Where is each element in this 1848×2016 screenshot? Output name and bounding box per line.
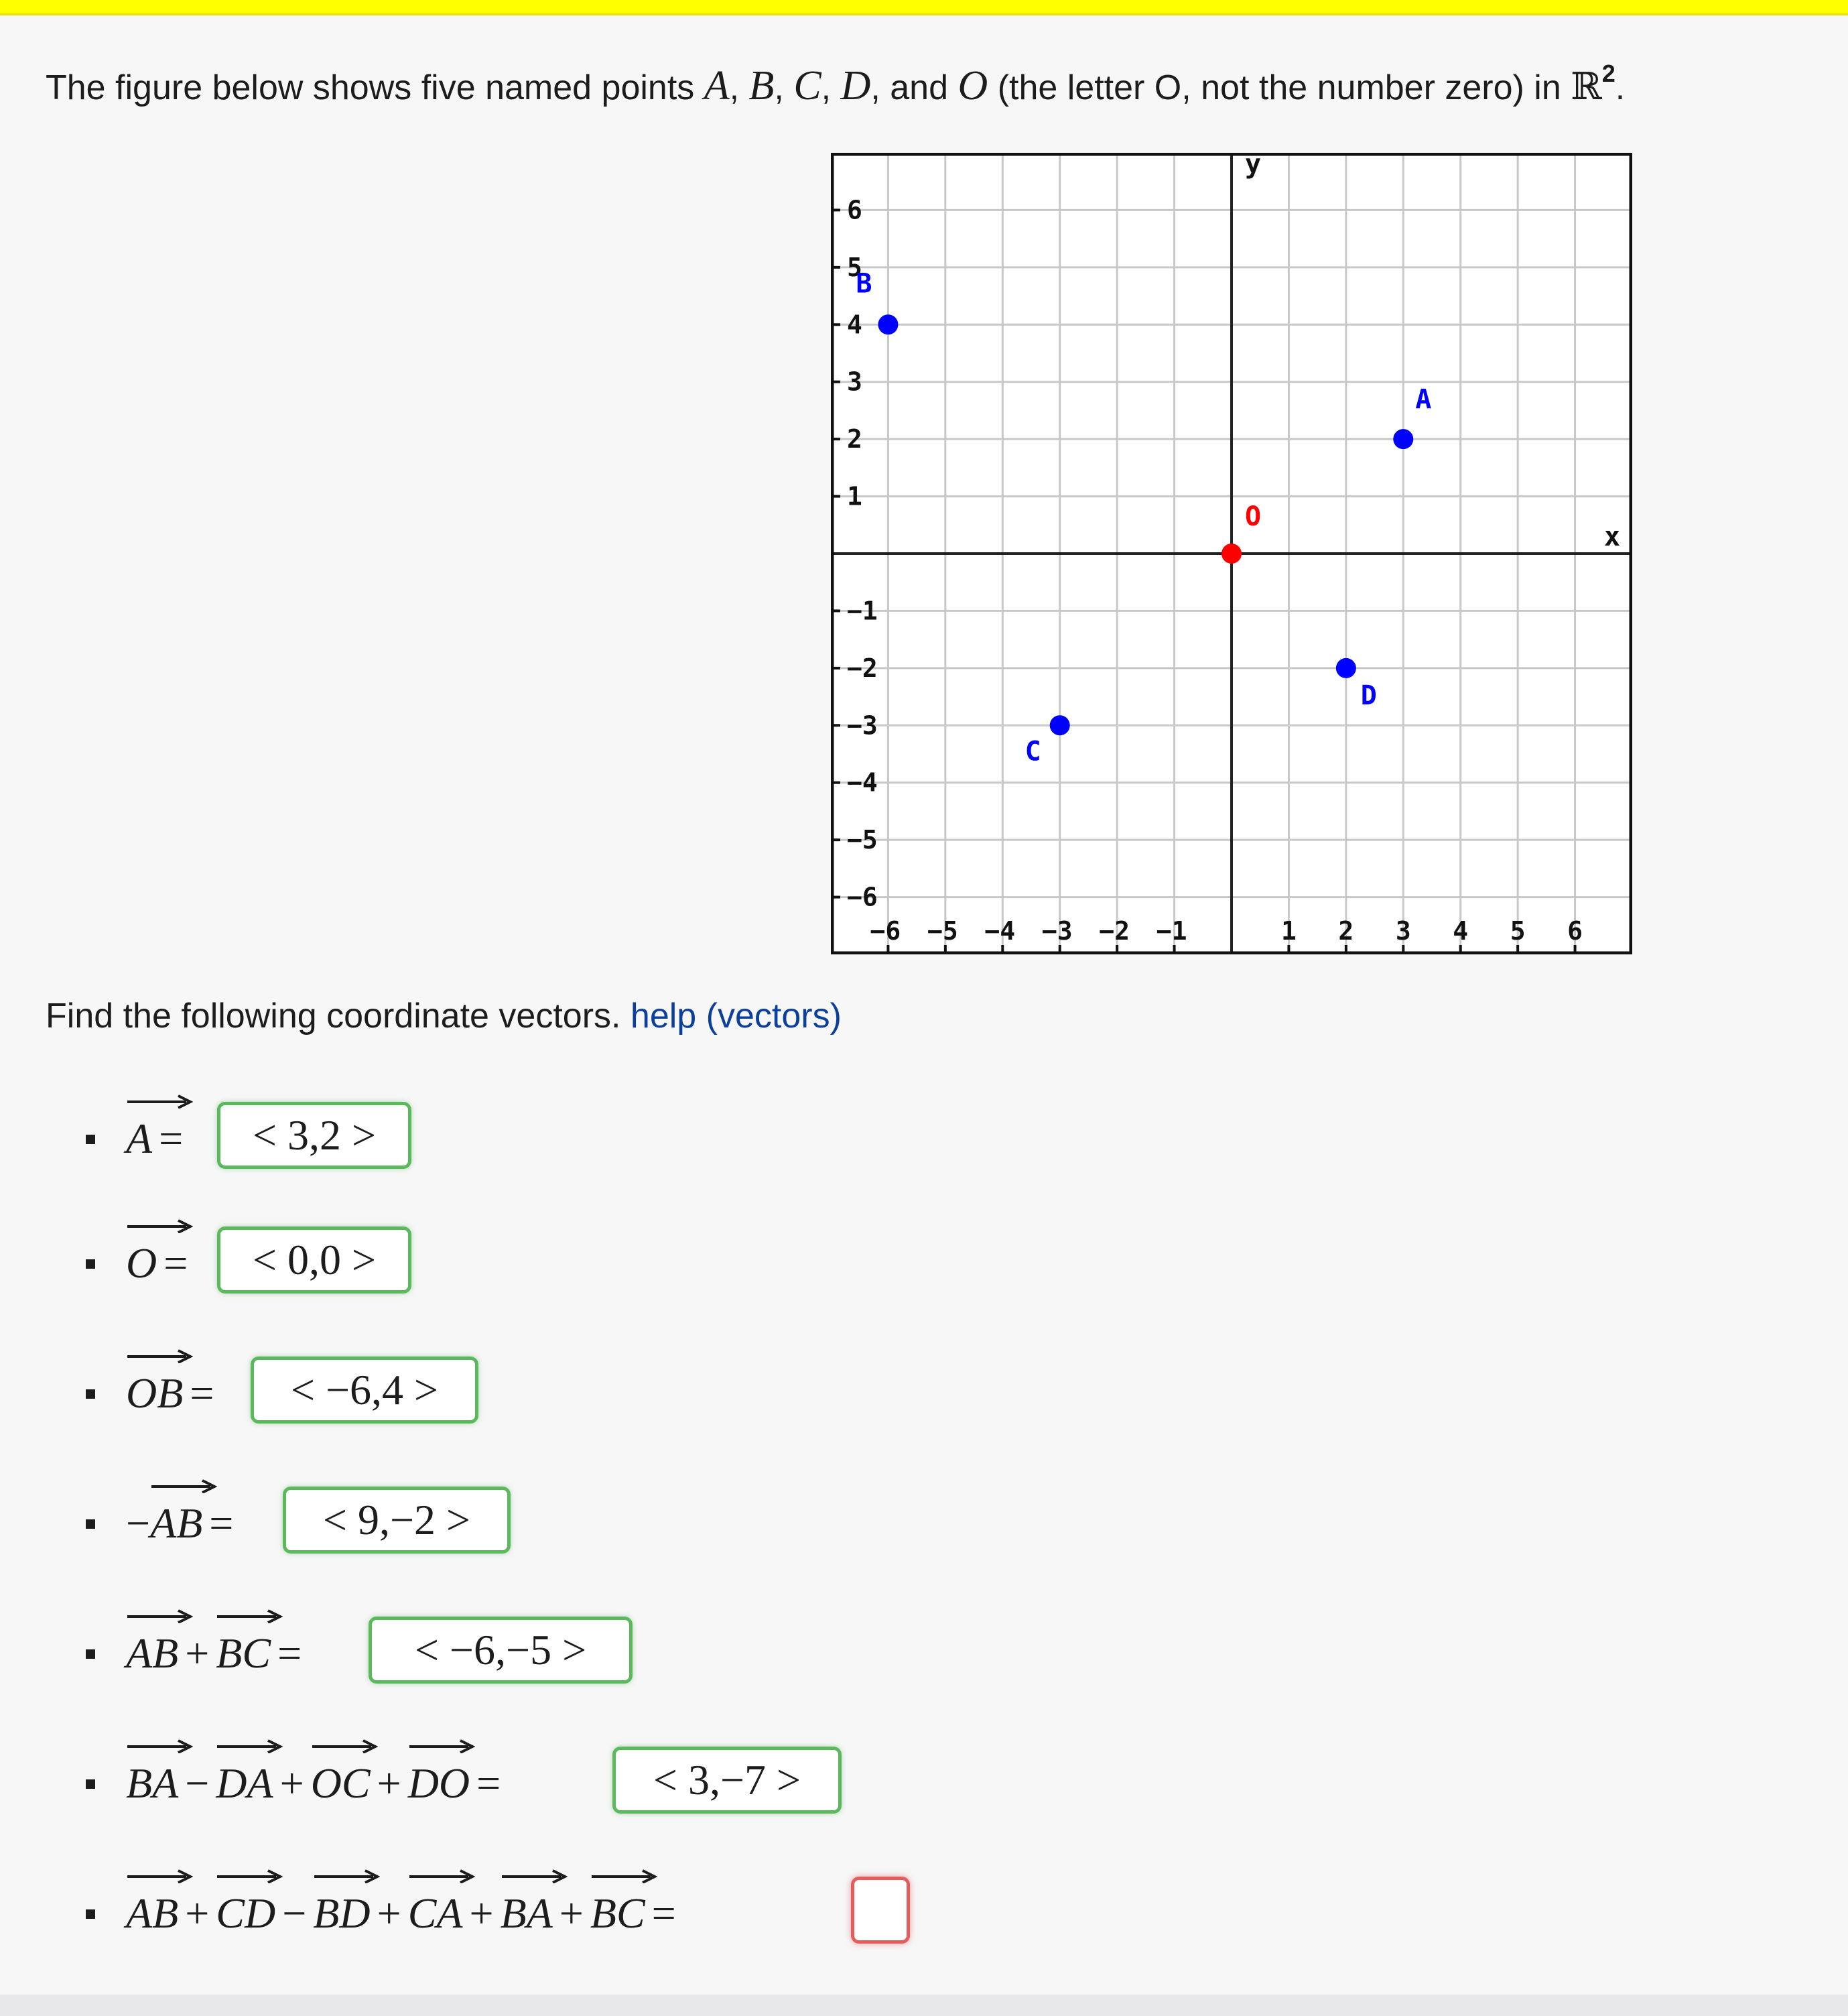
y-tick-label: −5 [847, 825, 878, 855]
x-tick-label: −5 [927, 916, 958, 946]
y-tick-label: 2 [847, 424, 862, 454]
point-d [1336, 658, 1356, 678]
var-a: A [704, 63, 730, 109]
x-tick-label: 6 [1567, 916, 1583, 946]
y-tick-label: 4 [847, 310, 862, 340]
y-tick-label: 3 [847, 367, 862, 397]
y-axis-label: y [1244, 153, 1262, 180]
point-label-b: B [856, 268, 872, 300]
x-tick-label: −1 [1156, 916, 1187, 946]
vector-ca [408, 1889, 463, 1938]
vector-label: OB [126, 1369, 184, 1417]
answer-box-5[interactable]: < −6,−5 > [369, 1617, 633, 1684]
vector-do [408, 1759, 470, 1808]
question-1 [86, 1102, 1091, 1182]
question-3 [86, 1357, 1091, 1437]
question-4 [86, 1487, 1091, 1567]
vector-ab [126, 1629, 178, 1678]
y-tick-label: 1 [847, 481, 862, 511]
equals-sign: = [277, 1629, 302, 1677]
x-axis-label: x [1603, 521, 1621, 552]
vector-arrow-icon [501, 1869, 568, 1883]
vector-arrow-icon [216, 1609, 283, 1623]
vector-arrow-icon [216, 1869, 283, 1883]
y-tick-label: −3 [847, 710, 878, 741]
y-tick-label: −1 [847, 596, 878, 626]
bullet [86, 1389, 95, 1399]
bullet [86, 1135, 95, 1144]
question-expression [126, 1629, 308, 1678]
vector-ab [126, 1889, 178, 1938]
answer-box-2[interactable]: < 0,0 > [217, 1226, 411, 1294]
y-tick-label: −6 [847, 882, 878, 912]
var-b: B [748, 63, 775, 109]
point-label-d: D [1360, 680, 1377, 711]
vector-arrow-icon [126, 1739, 193, 1753]
sep: , [774, 68, 794, 107]
vector-label: OC [310, 1759, 371, 1807]
answer-box-7[interactable] [851, 1877, 910, 1944]
vector-cd [216, 1889, 275, 1938]
x-tick-label: 5 [1510, 916, 1526, 946]
help-vectors-link[interactable]: help (vectors) [630, 997, 842, 1035]
vector-bc [590, 1889, 645, 1938]
vector-label: BC [590, 1889, 645, 1937]
vector-arrow-icon [313, 1869, 380, 1883]
period: . [1615, 68, 1626, 107]
graph-svg [831, 153, 1632, 954]
x-tick-label: −4 [984, 916, 1016, 946]
vector-arrow-icon [150, 1478, 217, 1493]
equals-sign: = [190, 1369, 214, 1417]
top-status-bar [0, 0, 1848, 15]
question-expression [126, 1239, 194, 1288]
plus-sign: + [185, 1629, 210, 1677]
plus-sign: + [377, 1759, 401, 1807]
question-expression [126, 1889, 683, 1938]
question-6 [86, 1747, 1091, 1827]
vector-label: CA [407, 1889, 463, 1937]
minus-sign: − [282, 1889, 307, 1937]
sep: , and [870, 68, 958, 107]
vector-label: AB [150, 1499, 203, 1547]
equals-sign: = [159, 1115, 184, 1162]
equals-sign: = [651, 1889, 676, 1937]
x-tick-label: 1 [1280, 916, 1297, 946]
minus-sign: − [185, 1759, 210, 1807]
x-tick-label: 3 [1395, 916, 1411, 946]
real-space-symbol: ℝ [1571, 65, 1602, 109]
vector-ob [126, 1369, 183, 1418]
problem-statement [46, 60, 1626, 109]
point-c [1050, 715, 1070, 735]
y-tick-label: 5 [847, 252, 862, 282]
vector-oc [311, 1759, 371, 1808]
vector-arrow-icon [590, 1869, 657, 1883]
plus-sign: + [469, 1889, 494, 1937]
answer-box-6[interactable]: < 3,−7 > [612, 1747, 842, 1814]
vector-label: DA [216, 1759, 273, 1807]
point-o [1222, 544, 1242, 564]
vector-label: A [126, 1115, 153, 1162]
plus-sign: + [279, 1759, 304, 1807]
y-tick-label: 6 [847, 195, 862, 225]
vector-label: BA [500, 1889, 553, 1937]
question-5 [86, 1617, 1091, 1697]
x-tick-label: −2 [1099, 916, 1130, 946]
vector-label: O [126, 1239, 157, 1287]
x-tick-label: −6 [870, 916, 901, 946]
equals-sign: = [476, 1759, 501, 1807]
vector-label: BC [216, 1629, 271, 1677]
y-tick-label: −4 [847, 767, 878, 798]
vector-arrow-icon [408, 1739, 475, 1753]
var-c: C [793, 63, 821, 109]
point-label-c: C [1025, 736, 1041, 767]
answer-box-1[interactable]: < 3,2 > [217, 1102, 411, 1169]
coordinate-graph [831, 153, 1632, 954]
vector-label: BA [126, 1759, 179, 1807]
var-o: O [958, 63, 988, 109]
vector-arrow-icon [126, 1869, 193, 1883]
vector-da [216, 1759, 273, 1808]
bullet [86, 1779, 95, 1789]
vector-ba [501, 1889, 553, 1938]
bullet [86, 1259, 95, 1269]
x-tick-label: −3 [1041, 916, 1073, 946]
vector-ab [150, 1499, 202, 1548]
point-b [878, 314, 898, 334]
plus-sign: + [377, 1889, 401, 1937]
vector-arrow-icon [408, 1869, 475, 1883]
vector-arrow-icon [216, 1739, 283, 1753]
vector-ba [126, 1759, 178, 1808]
point-label-a: A [1415, 384, 1432, 416]
vector-label: AB [126, 1889, 179, 1937]
instructions [46, 995, 842, 1037]
sep: , [729, 68, 749, 107]
vector-label: DO [407, 1759, 470, 1807]
bottom-bar [0, 1995, 1848, 2016]
vector-bd [313, 1889, 370, 1938]
vector-a [126, 1114, 152, 1163]
answer-box-4[interactable]: < 9,−2 > [283, 1487, 511, 1554]
question-expression [126, 1759, 507, 1808]
vector-o [126, 1239, 157, 1288]
x-tick-label: 2 [1338, 916, 1354, 946]
bullet [86, 1649, 95, 1659]
sep: , [821, 68, 841, 107]
question-expression [126, 1499, 240, 1548]
var-d: D [840, 63, 871, 109]
plus-sign: + [559, 1889, 584, 1937]
point-label-o: O [1244, 501, 1262, 532]
plus-sign: + [185, 1889, 210, 1937]
answer-box-3[interactable]: < −6,4 > [251, 1357, 478, 1424]
question-expression [126, 1369, 220, 1418]
vector-arrow-icon [126, 1348, 193, 1363]
vector-arrow-icon [311, 1739, 378, 1753]
question-expression [126, 1114, 190, 1163]
exponent: 2 [1601, 60, 1615, 87]
vector-arrow-icon [126, 1094, 193, 1109]
equals-sign: = [209, 1499, 234, 1547]
equals-sign: = [163, 1239, 188, 1287]
statement-text: The figure below shows five named points [46, 68, 704, 107]
vector-label: AB [126, 1629, 179, 1677]
question-2 [86, 1226, 1091, 1307]
minus-sign: − [126, 1499, 151, 1547]
vector-bc [216, 1629, 271, 1678]
y-tick-label: −2 [847, 653, 878, 683]
vector-label: BD [313, 1889, 371, 1937]
bullet [86, 1519, 95, 1529]
x-tick-label: 4 [1453, 916, 1469, 946]
statement-text: (the letter O, not the number zero) in [988, 68, 1571, 107]
point-a [1393, 429, 1413, 449]
vector-arrow-icon [126, 1218, 193, 1233]
instructions-text: Find the following coordinate vectors. [46, 997, 631, 1035]
bullet [86, 1909, 95, 1919]
vector-arrow-icon [126, 1609, 193, 1623]
vector-label: CD [216, 1889, 276, 1937]
question-7 [86, 1877, 1091, 1957]
